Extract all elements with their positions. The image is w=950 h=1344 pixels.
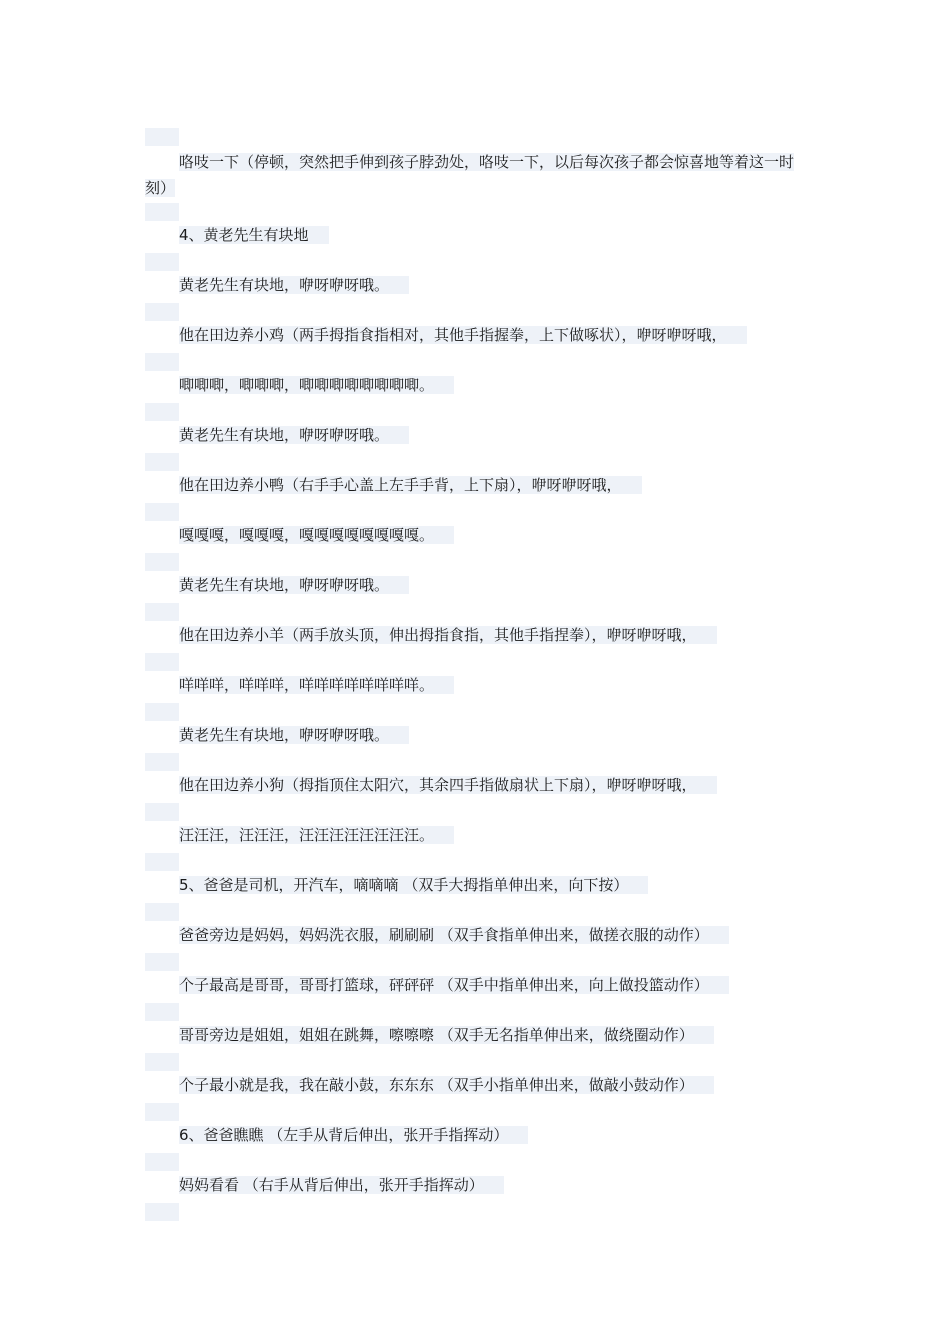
text-line xyxy=(145,1172,504,1198)
line-text: 他在田边养小鸡（两手拇指食指相对，其他手指握拳，上下做啄状），咿呀咿呀哦， xyxy=(179,326,747,344)
spacer-row xyxy=(145,403,179,421)
section-heading xyxy=(145,1122,528,1148)
line-text: 个子最小就是我，我在敲小鼓，东东东 （双手小指单伸出来，做敲小鼓动作） xyxy=(179,1076,714,1094)
spacer-row xyxy=(145,803,179,821)
line-text: 爸爸旁边是妈妈，妈妈洗衣服，刷刷刷 （双手食指单伸出来，做搓衣服的动作） xyxy=(179,926,729,944)
text-line xyxy=(145,972,729,998)
line-text: 黄老先生有块地，咿呀咿呀哦。 xyxy=(179,576,409,594)
line-text: 黄老先生有块地，咿呀咿呀哦。 xyxy=(179,276,409,294)
text-line xyxy=(145,722,409,748)
spacer-row xyxy=(145,1153,179,1171)
text-line xyxy=(145,622,717,648)
spacer-row xyxy=(145,953,179,971)
spacer-row xyxy=(145,253,179,271)
section-heading xyxy=(145,222,329,248)
spacer-row xyxy=(145,703,179,721)
spacer-row xyxy=(145,753,179,771)
line-text: 妈妈看看 （右手从背后伸出，张开手指挥动） xyxy=(179,1176,504,1194)
text-line xyxy=(145,372,454,398)
spacer-row xyxy=(145,1053,179,1071)
spacer-row xyxy=(145,303,179,321)
spacer-row xyxy=(145,203,179,221)
spacer-row xyxy=(145,353,179,371)
spacer-row xyxy=(145,553,179,571)
spacer-row xyxy=(145,503,179,521)
line-text: 哥哥旁边是姐姐，姐姐在跳舞，嚓嚓嚓 （双手无名指单伸出来，做绕圈动作） xyxy=(179,1026,714,1044)
heading-text: 4、黄老先生有块地 xyxy=(179,226,329,244)
section-heading xyxy=(145,872,648,898)
spacer-row xyxy=(145,1003,179,1021)
line-text: 他在田边养小鸭（右手手心盖上左手手背，上下扇），咿呀咿呀哦， xyxy=(179,476,642,494)
paragraph-text: 咯吱一下（停顿，突然把手伸到孩子脖劲处，咯吱一下，以后每次孩子都会惊喜地等着这一时刻） xyxy=(145,153,795,197)
text-line xyxy=(145,422,409,448)
spacer-row xyxy=(145,1203,179,1221)
line-text: 黄老先生有块地，咿呀咿呀哦。 xyxy=(179,426,409,444)
text-line xyxy=(145,672,454,698)
spacer-row xyxy=(145,453,179,471)
spacer-row xyxy=(145,128,179,146)
heading-text: 6、爸爸瞧瞧 （左手从背后伸出，张开手指挥动） xyxy=(179,1126,528,1144)
spacer-row xyxy=(145,603,179,621)
line-text: 汪汪汪，汪汪汪，汪汪汪汪汪汪汪汪。 xyxy=(179,826,454,844)
text-line xyxy=(145,772,717,798)
text-line xyxy=(145,1072,714,1098)
text-line xyxy=(145,522,454,548)
spacer-row xyxy=(145,853,179,871)
spacer-row xyxy=(145,903,179,921)
line-text: 他在田边养小狗（拇指顶住太阳穴，其余四手指做扇状上下扇），咿呀咿呀哦， xyxy=(179,776,717,794)
spacer-row xyxy=(145,653,179,671)
text-line xyxy=(145,472,642,498)
text-line xyxy=(145,822,454,848)
line-text: 唧唧唧，唧唧唧，唧唧唧唧唧唧唧唧。 xyxy=(179,376,454,394)
line-text: 他在田边养小羊（两手放头顶，伸出拇指食指，其他手指捏拳），咿呀咿呀哦， xyxy=(179,626,717,644)
text-line xyxy=(145,322,747,348)
paragraph xyxy=(145,149,815,201)
text-line xyxy=(145,272,409,298)
line-text: 嘎嘎嘎，嘎嘎嘎，嘎嘎嘎嘎嘎嘎嘎嘎。 xyxy=(179,526,454,544)
line-text: 个子最高是哥哥，哥哥打篮球，砰砰砰 （双手中指单伸出来，向上做投篮动作） xyxy=(179,976,729,994)
line-text: 黄老先生有块地，咿呀咿呀哦。 xyxy=(179,726,409,744)
text-line xyxy=(145,922,729,948)
heading-text: 5、爸爸是司机，开汽车，嘀嘀嘀 （双手大拇指单伸出来，向下按） xyxy=(179,876,648,894)
text-line xyxy=(145,572,409,598)
text-line xyxy=(145,1022,714,1048)
line-text: 咩咩咩，咩咩咩，咩咩咩咩咩咩咩咩。 xyxy=(179,676,454,694)
spacer-row xyxy=(145,1103,179,1121)
